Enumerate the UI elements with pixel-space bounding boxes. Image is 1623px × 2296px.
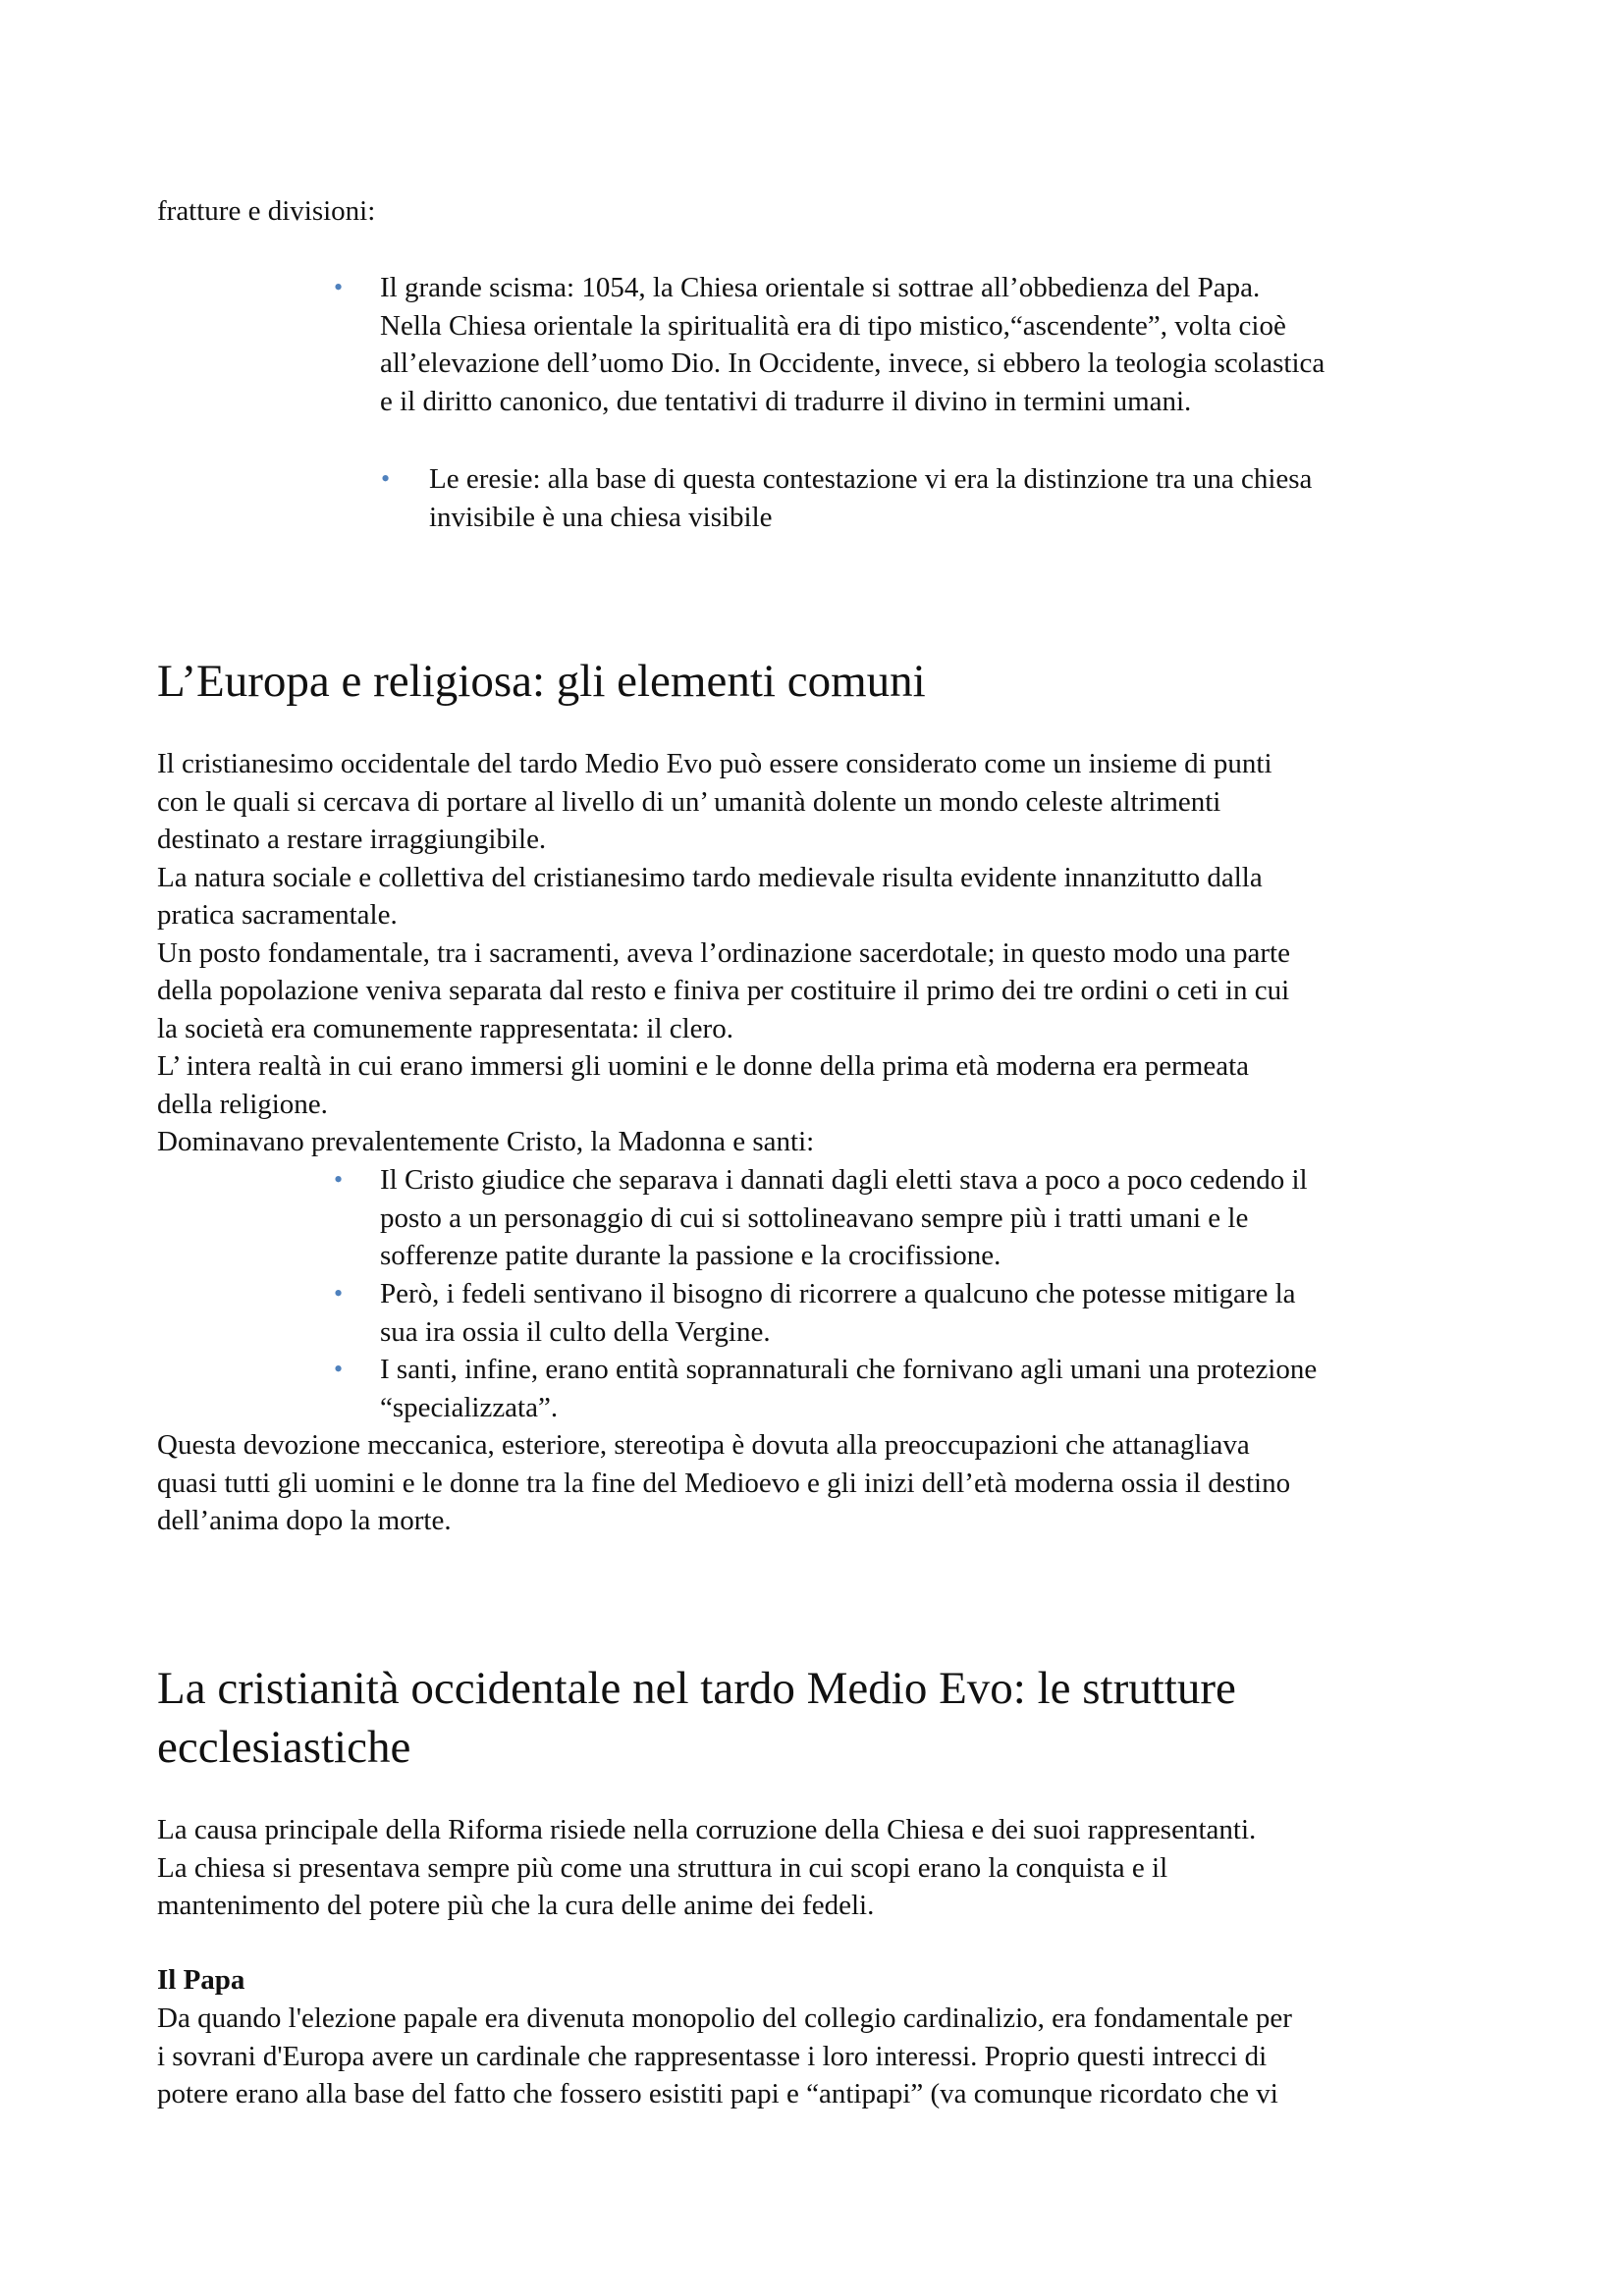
division-item-heresies <box>429 460 1312 536</box>
bullet-icon: • <box>334 1165 344 1194</box>
bullet-icon: • <box>334 1279 344 1308</box>
text-line: all’elevazione dell’uomo Dio. In Occidente, invece, si ebbero la teologia scolastica <box>380 347 1325 379</box>
text-line: i sovrani d'Europa avere un cardinale che rappresentasse i loro interessi. Proprio questi intrecci di <box>157 2040 1268 2072</box>
text-line: destinato a restare irraggiungibile. <box>157 824 547 855</box>
papa-paragraph <box>157 2000 1292 2113</box>
text-line: quasi tutti gli uomini e le donne tra la fine del Medioevo e gli inizi dell’età moderna ossia il destino <box>157 1467 1291 1499</box>
section1-paragraph <box>157 745 1290 1161</box>
text-line: sofferenze patite durante la passione e la crocifissione. <box>380 1240 1001 1271</box>
text-line: e il diritto canonico, due tentativi di tradurre il divino in termini umani. <box>380 385 1192 417</box>
text-line: I santi, infine, erano entità soprannaturali che fornivano agli umani una protezione <box>380 1354 1318 1385</box>
text-line: pratica sacramentale. <box>157 899 398 931</box>
text-line: mantenimento del potere più che la cura delle anime dei fedeli. <box>157 1890 875 1921</box>
text-line: Però, i fedeli sentivano il bisogno di ricorrere a qualcuno che potesse mitigare la <box>380 1278 1296 1309</box>
text-line: Dominavano prevalentemente Cristo, la Madonna e santi: <box>157 1126 815 1157</box>
text-line: Un posto fondamentale, tra i sacramenti, aveva l’ordinazione sacerdotale; in questo modo una parte <box>157 936 1290 969</box>
intro-line: fratture e divisioni: <box>157 195 376 227</box>
text-line: L’ intera realtà in cui erano immersi gli uomini e le donne della prima età moderna era permeata <box>157 1050 1250 1082</box>
text-line: Da quando l'elezione papale era divenuta monopolio del collegio cardinalizio, era fondamentale per <box>157 2002 1292 2034</box>
text-line: della popolazione veniva separata dal resto e finiva per costituire il primo dei tre ordini o ceti in cui <box>157 975 1290 1006</box>
bullet-item-saints <box>380 1351 1317 1426</box>
text-line: “specializzata”. <box>380 1391 559 1423</box>
text-line: Il Cristo giudice che separava i dannati dagli eletti stava a poco a poco cedendo il <box>380 1164 1308 1196</box>
text-line: Le eresie: alla base di questa contestazione vi era la distinzione tra una chiesa <box>429 463 1313 495</box>
heading-line: La cristianità occidentale nel tardo Medio Evo: le strutture <box>157 1663 1236 1714</box>
bullet-item-virgin <box>380 1275 1296 1351</box>
text-line: Questa devozione meccanica, esteriore, stereotipa è dovuta alla preoccupazioni che attanagliava <box>157 1429 1250 1461</box>
bullet-icon: • <box>334 273 344 301</box>
section2-paragraph <box>157 1811 1256 1925</box>
text-line: la società era comunemente rappresentata: il clero. <box>157 1012 733 1044</box>
text-line: invisibile è una chiesa visibile <box>429 501 773 533</box>
text-line: dell’anima dopo la morte. <box>157 1505 452 1536</box>
bullet-item-christ <box>380 1161 1308 1275</box>
text-line: posto a un personaggio di cui si sottolineavano sempre più i tratti umani e le <box>380 1201 1249 1234</box>
text-line: La causa principale della Riforma risiede nella corruzione della Chiesa e dei suoi rappresentanti. <box>157 1814 1257 1845</box>
division-item-schism <box>380 269 1325 420</box>
text-line: sua ira ossia il culto della Vergine. <box>380 1315 771 1348</box>
text-line: della religione. <box>157 1088 328 1120</box>
section-heading-structures <box>157 1659 1236 1777</box>
section-heading-europe: L’Europa e religiosa: gli elementi comuni <box>157 656 926 707</box>
text-line: con le quali si cercava di portare al livello di un’ umanità dolente un mondo celeste altrimenti <box>157 785 1221 818</box>
bullet-icon: • <box>334 1355 344 1383</box>
text-line: Il cristianesimo occidentale del tardo Medio Evo può essere considerato come un insieme di punti <box>157 748 1272 779</box>
heading-line: ecclesiastiche <box>157 1722 411 1773</box>
section1-closing <box>157 1426 1290 1540</box>
text-line: potere erano alla base del fatto che fossero esistiti papi e “antipapi” (va comunque ricordato che vi <box>157 2078 1278 2109</box>
subheading-papa: Il Papa <box>157 1964 245 1996</box>
bullet-icon: • <box>381 464 391 493</box>
text-line: La natura sociale e collettiva del cristianesimo tardo medievale risulta evidente innanzitutto dalla <box>157 861 1263 893</box>
text-line: La chiesa si presentava sempre più come una struttura in cui scopi erano la conquista e il <box>157 1851 1168 1884</box>
text-line: Nella Chiesa orientale la spiritualità era di tipo mistico,“ascendente”, volta cioè <box>380 309 1286 342</box>
text-line: Il grande scisma: 1054, la Chiesa orientale si sottrae all’obbedienza del Papa. <box>380 272 1261 303</box>
